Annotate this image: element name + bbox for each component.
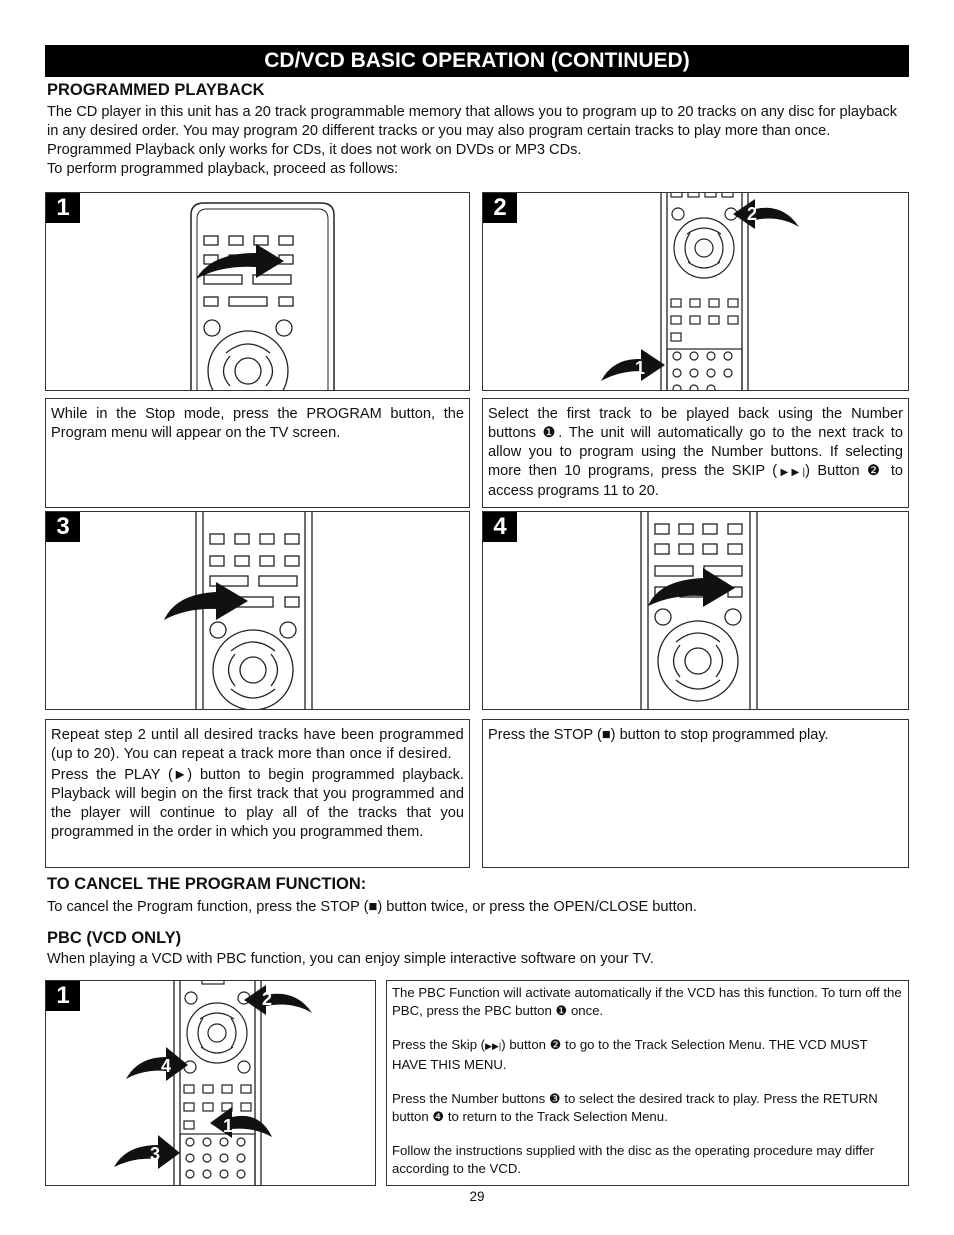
step-4-text: Press the STOP (■) button to stop programmed play. <box>488 727 829 743</box>
cancel-program-heading: TO CANCEL THE PROGRAM FUNCTION: <box>47 875 367 893</box>
stop-icon: ■ <box>368 899 378 915</box>
play-icon: ► <box>172 767 188 783</box>
pbc-paragraph-4: Follow the instructions supplied with the disc as the operating procedure may differ according to the VCD. <box>392 1143 875 1176</box>
remote-control-illustration <box>46 981 376 1186</box>
cancel-program-text: To cancel the Program function, press the STOP (■) button twice, or press the OPEN/CLOSE button. <box>47 899 697 915</box>
step-2-illustration <box>482 192 909 391</box>
pbc-paragraph-2: Press the Skip (▶▶|) button ❷ to go to the Track Selection Menu. THE VCD MUST HAVE THIS MENU. <box>392 1037 868 1072</box>
programmed-playback-heading: PROGRAMMED PLAYBACK <box>47 81 265 99</box>
pbc-paragraph-1: The PBC Function will activate automatically if the VCD has this function. To turn off the PBC, press the PBC button ❶ once. <box>392 985 902 1018</box>
step-4-number: 4 <box>483 512 517 542</box>
proceed-text: To perform programmed playback, proceed as follows: <box>47 161 399 177</box>
skip-icon: ▶▶| <box>485 1041 502 1051</box>
pbc-paragraph-3: Press the Number buttons ❸ to select the desired track to play. Press the RETURN button ❹ to return to the Track Selection Menu. <box>392 1091 878 1124</box>
skip-icon: ▶▶| <box>777 467 806 478</box>
step-3-number: 3 <box>46 512 80 542</box>
intro-text: The CD player in this unit has a 20 track programmable memory that allows you to program up to 20 tracks on any disc for playback in any desired order. You may program 20 different tracks or you may also program certain tracks to play more than once. Programmed Playback only works for CDs, it does not work on DVDs or MP3 CDs. <box>47 104 898 158</box>
callout-2: 2 <box>747 204 758 224</box>
remote-control-illustration <box>483 512 909 710</box>
step-3-text-1: Repeat step 2 until all desired tracks have been programmed (up to 20). You can repeat a track more than once if desired. <box>51 727 464 762</box>
step-1-caption <box>45 398 470 508</box>
callout-1: 1 <box>223 1116 234 1136</box>
remote-control-illustration <box>483 193 909 391</box>
pbc-illustration <box>45 980 376 1186</box>
callout-1: 1 <box>635 358 646 378</box>
stop-icon: ■ <box>601 727 611 743</box>
button-marker-2: ❷ <box>549 1037 562 1052</box>
step-1-text: While in the Stop mode, press the PROGRAM button, the Program menu will appear on the TV screen. <box>51 406 464 441</box>
step-3-caption <box>45 719 470 868</box>
page-number: 29 <box>469 1189 485 1204</box>
button-marker-1: ❶ <box>542 425 559 441</box>
remote-control-illustration <box>46 193 470 391</box>
pbc-intro: When playing a VCD with PBC function, you can enjoy simple interactive software on your TV. <box>47 951 654 967</box>
callout-3: 3 <box>150 1144 161 1164</box>
pbc-step-number: 1 <box>46 981 80 1011</box>
callout-2: 2 <box>262 989 273 1009</box>
button-marker-1: ❶ <box>555 1002 568 1018</box>
callout-4: 4 <box>161 1056 172 1076</box>
remote-control-illustration <box>46 512 470 710</box>
step-3-text-2: Press the PLAY (►) button to begin programmed playback. Playback will begin on the first track that you programmed and the player will continue to play all of the tracks that you programmed in the order in which you programmed them. <box>51 767 464 840</box>
button-marker-3: ❸ <box>548 1091 561 1106</box>
step-2-number: 2 <box>483 193 517 223</box>
step-1-illustration <box>45 192 470 391</box>
step-4-illustration <box>482 511 909 710</box>
page-banner-title: CD/VCD BASIC OPERATION (CONTINUED) <box>45 45 909 77</box>
step-3-illustration <box>45 511 470 710</box>
step-2-text: Select the first track to be played back using the Number buttons ❶. The unit will automatically go to the next track to allow you to program using the Number buttons. If selecting more then 10 programs, press the SKIP (▶▶|) Button ❷ to access programs 11 to 20. <box>488 406 903 499</box>
step-4-caption <box>482 719 909 868</box>
button-marker-4: ❹ <box>432 1108 445 1124</box>
pbc-instructions <box>386 980 909 1186</box>
button-marker-2: ❷ <box>867 463 884 479</box>
step-1-number: 1 <box>46 193 80 223</box>
pbc-heading: PBC (VCD ONLY) <box>47 929 182 947</box>
step-2-caption <box>482 398 909 508</box>
programmed-playback-intro <box>47 103 909 179</box>
